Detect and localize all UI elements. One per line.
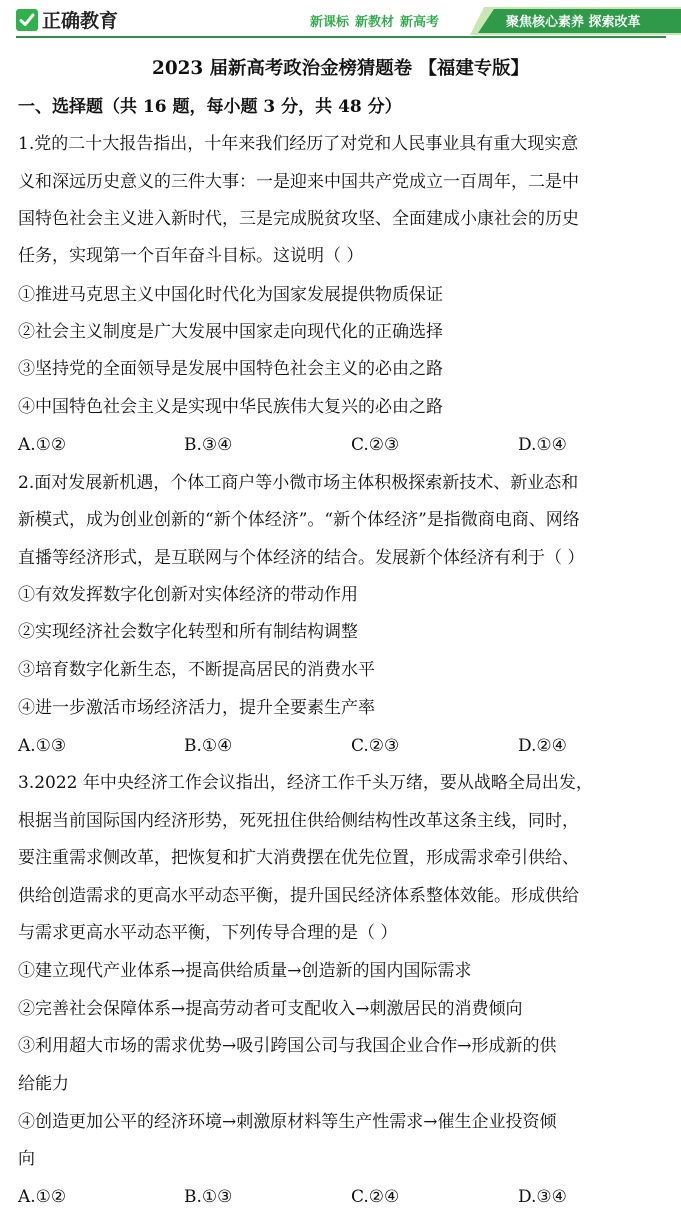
question-3-option-b: B.①③: [184, 1187, 233, 1207]
question-3-option-d: D.③④: [518, 1187, 567, 1207]
question-2-line: 2.面对发展新机遇，个体工商户等小微市场主体积极探索新技术、新业态和: [18, 473, 579, 493]
question-1-line: 国特色社会主义进入新时代，三是完成脱贫攻坚、全面建成小康社会的历史: [18, 209, 579, 229]
question-1-line: 义和深远历史意义的三件大事：一是迎来中国共产党成立一百周年，二是中: [18, 172, 579, 192]
question-2-item: ④进一步激活市场经济活力，提升全要素生产率: [18, 698, 375, 718]
question-1-line: 任务，实现第一个百年奋斗目标。这说明（ ）: [18, 246, 364, 266]
question-3-item: 向: [18, 1149, 35, 1169]
question-3-line: 与需求更高水平动态平衡，下列传导合理的是（ ）: [18, 923, 398, 943]
question-1-item: ②社会主义制度是广大发展中国家走向现代化的正确选择: [18, 322, 443, 342]
question-1-line: 1.党的二十大报告指出，十年来我们经历了对党和人民事业具有重大现实意: [18, 134, 579, 154]
question-3-item: ①建立现代产业体系→提高供给质量→创造新的国内国际需求: [18, 961, 472, 981]
tag-new-curriculum: 新课标: [310, 15, 350, 30]
question-3-item: ③利用超大市场的需求优势→吸引跨国公司与我国企业合作→形成新的供: [18, 1036, 557, 1056]
logo: [16, 6, 118, 33]
question-1-option-d: D.①④: [518, 435, 567, 455]
page-header: [0, 0, 681, 40]
question-3-line: 3.2022 年中央经济工作会议指出，经济工作千头万绪，要从战略全局出发，: [18, 773, 593, 793]
question-1-item: ①推进马克思主义中国化时代化为国家发展提供物质保证: [18, 285, 443, 305]
question-3-line: 要注重需求侧改革，把恢复和扩大消费摆在优先位置，形成需求牵引供给、: [18, 848, 579, 868]
question-2-item: ②实现经济社会数字化转型和所有制结构调整: [18, 622, 358, 642]
question-1-option-a: A.①②: [18, 435, 67, 455]
question-3-item: 给能力: [18, 1074, 69, 1094]
tag-new-gaokao: 新高考: [400, 15, 440, 30]
question-2-item: ①有效发挥数字化创新对实体经济的带动作用: [18, 585, 358, 605]
checkmark-icon: [16, 9, 38, 31]
question-3-option-c: C.②④: [351, 1187, 400, 1207]
question-1-item: ③坚持党的全面领导是发展中国特色社会主义的必由之路: [18, 359, 443, 379]
question-2-option-d: D.②④: [518, 736, 567, 756]
question-1-item: ④中国特色社会主义是实现中华民族伟大复兴的必由之路: [18, 397, 443, 417]
question-2-option-a: A.①③: [18, 736, 67, 756]
question-2-option-c: C.②③: [351, 736, 400, 756]
question-1-option-b: B.③④: [184, 435, 233, 455]
question-2-item: ③培育数字化新生态，不断提高居民的消费水平: [18, 660, 375, 680]
question-3-item: ④创造更加公平的经济环境→刺激原材料等生产性需求→催生企业投资倾: [18, 1112, 557, 1132]
question-2-line: 直播等经济形式，是互联网与个体经济的结合。发展新个体经济有利于（ ）: [18, 548, 585, 568]
slogan-text: 聚焦核心素养 探索改革: [506, 15, 641, 30]
question-3-item: ②完善社会保障体系→提高劳动者可支配收入→刺激居民的消费倾向: [18, 999, 523, 1019]
tag-new-textbook: 新教材: [355, 15, 395, 30]
question-2-option-b: B.①④: [184, 736, 233, 756]
header-tags: [310, 11, 445, 30]
logo-text: 正确教育: [42, 10, 119, 32]
header-divider: [16, 36, 666, 38]
section-heading: 一、选择题（共 16 题，每小题 3 分，共 48 分）: [18, 97, 402, 117]
question-1-option-c: C.②③: [351, 435, 400, 455]
question-3-option-a: A.①②: [18, 1187, 67, 1207]
question-3-line: 根据当前国际国内经济形势，死死扭住供给侧结构性改革这条主线，同时，: [18, 811, 579, 831]
slogan-banner: [470, 3, 681, 35]
question-3-line: 供给创造需求的更高水平动态平衡，提升国民经济体系整体效能。形成供给: [18, 886, 579, 906]
question-2-line: 新模式，成为创业创新的“新个体经济”。“新个体经济”是指微商电商、网络: [18, 510, 580, 530]
page-title: 2023 届新高考政治金榜猜题卷 【福建专版】: [152, 58, 529, 79]
